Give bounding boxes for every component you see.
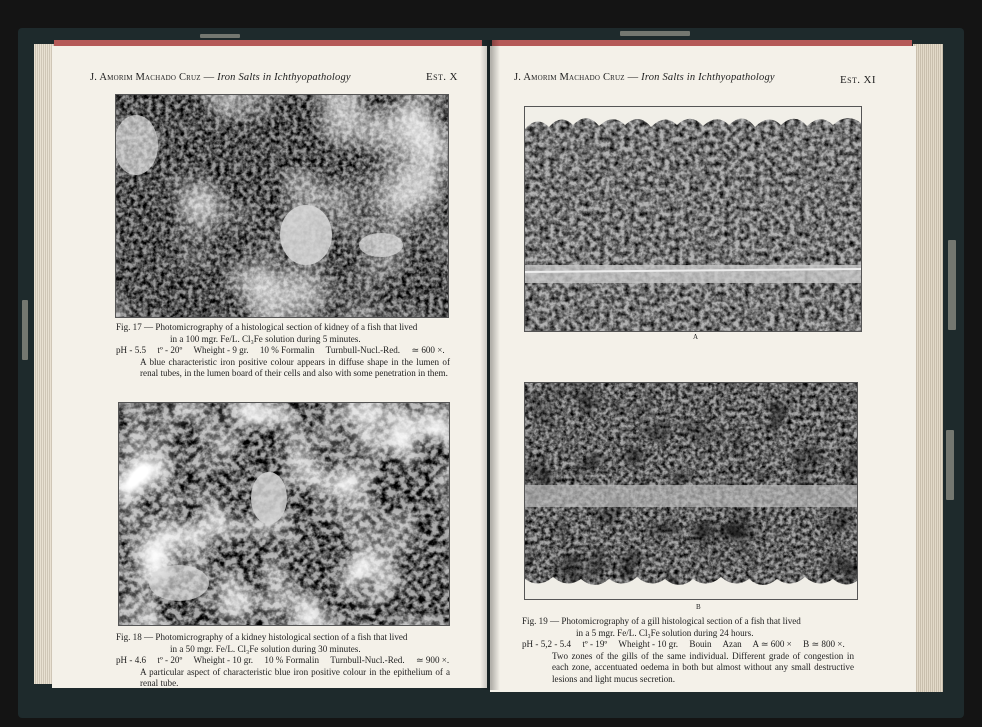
gill-section-image-b (525, 383, 857, 599)
running-head (514, 72, 775, 83)
kidney-tubule-image (119, 403, 449, 625)
caption-conditions: pH - 5.5 tº - 20º Wheight - 9 gr. 10 % Formalin Turnbull-Nucl.-Red. ≃ 600 ×. (116, 345, 445, 356)
cover-texture (22, 300, 28, 360)
running-head-title: Iron Salts in Ichthyopathology (641, 72, 775, 83)
sub-figure-label-b: B (696, 603, 701, 611)
running-head-author: J. Amorim Machado Cruz (90, 72, 201, 83)
running-head-title: Iron Salts in Ichthyopathology (217, 72, 351, 83)
kidney-section-image (116, 95, 448, 317)
caption-line: Fig. 17 — Photomicrography of a histological section of kidney of a fish that lived (116, 322, 418, 332)
caption-line: in a 5 mgr. Fe/L. Cl₃Fe solution during 24 hours. (576, 627, 754, 638)
running-head-author: J. Amorim Machado Cruz (514, 72, 625, 83)
page-edges-left (34, 44, 54, 684)
running-head (90, 72, 351, 83)
caption-description: Two zones of the gills of the same individual. Different grade of congestion in each zone, accentuated oedema in both but almost without any small destructive lesions and light mucus secretion. (552, 650, 854, 684)
left-page (52, 46, 487, 688)
caption-description: A blue characteristic iron positive colour appears in diffuse shape in the lumen of renal tubes, in the lumen board of their cells and also with some penetration in them. (140, 356, 450, 379)
caption-conditions: pH - 4.6 tº - 20º Wheight - 10 gr. 10 % Formalin Turnbull-Nucl.-Red. ≃ 900 ×. (116, 655, 450, 666)
book-gutter (480, 40, 500, 690)
caption-line: in a 100 mgr. Fe/L. Cl₃Fe solution during 5 minutes. (170, 333, 361, 344)
caption-line: in a 50 mgr. Fe/L. Cl₃Fe solution during 30 minutes. (170, 643, 361, 654)
micrograph-fig-19b (524, 382, 858, 600)
running-head-separator: — (624, 72, 642, 83)
cover-texture (946, 430, 954, 500)
cover-texture (620, 31, 690, 36)
caption-description: A particular aspect of characteristic blue iron positive colour in the epithelium of a renal tube. (140, 666, 450, 689)
caption-line: Fig. 19 — Photomicrography of a gill histological section of a fish that lived (522, 616, 801, 626)
running-head-separator: — (200, 72, 218, 83)
plate-number: Est. X (426, 71, 458, 83)
caption-fig-19 (522, 616, 854, 686)
sub-figure-label-a: A (693, 333, 699, 341)
micrograph-fig-19a (524, 106, 862, 332)
micrograph-fig-17 (115, 94, 449, 318)
cover-texture (200, 34, 240, 38)
gill-section-image-a (525, 107, 861, 331)
right-page (490, 46, 916, 692)
cover-texture (948, 240, 956, 330)
page-edges-right (913, 44, 943, 692)
plate-number: Est. XI (840, 74, 876, 86)
caption-fig-18 (116, 632, 450, 690)
caption-conditions: pH - 5,2 - 5.4 tº - 19º Wheight - 10 gr. Bouin Azan A ≃ 600 × B ≃ 800 ×. (522, 639, 845, 650)
caption-fig-17 (116, 322, 450, 380)
micrograph-fig-18 (118, 402, 450, 626)
caption-line: Fig. 18 — Photomicrography of a kidney histological section of a fish that lived (116, 632, 408, 642)
